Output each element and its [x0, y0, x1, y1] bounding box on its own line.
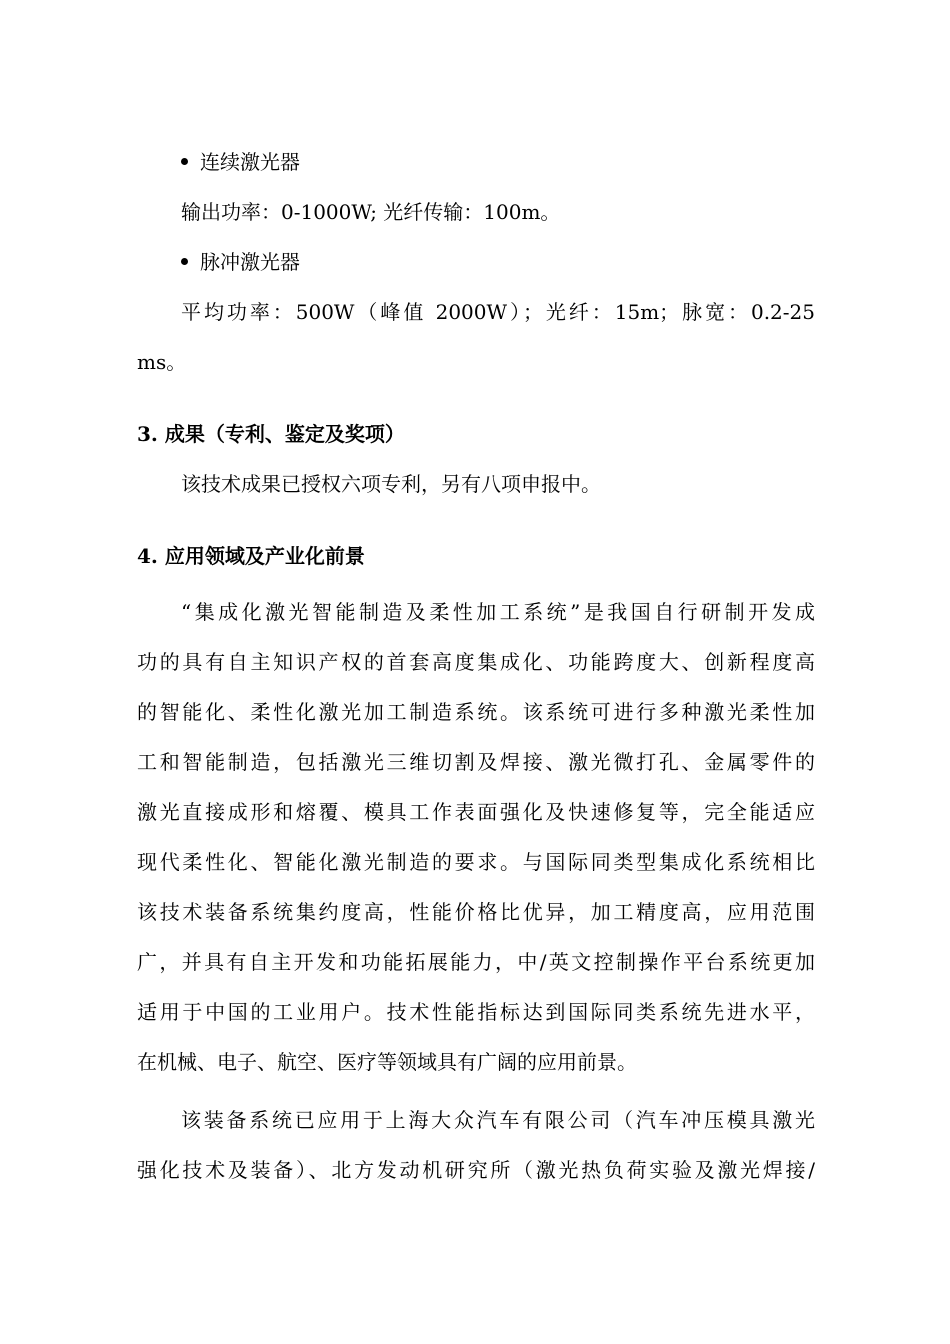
para1-line: 现代柔性化、智能化激光制造的要求。与国际同类型集成化系统相比: [137, 850, 815, 874]
para1-line: 适用于中国的工业用户。技术性能指标达到国际同类系统先进水平，: [137, 1000, 815, 1024]
section-4-heading: 4. 应用领域及产业化前景: [137, 544, 365, 568]
para1-line: 工和智能制造，包括激光三维切割及焊接、激光微打孔、金属零件的: [137, 750, 815, 774]
bullet-item-pulse-laser: [181, 248, 300, 276]
para1-line: 广，并具有自主开发和功能拓展能力，中/英文控制操作平台系统更加: [137, 950, 815, 974]
continuous-spec: 输出功率：0-1000W; 光纤传输：100m。: [181, 200, 561, 224]
para2-line: 强化技术及装备）、北方发动机研究所（激光热负荷实验及激光焊接/: [137, 1158, 815, 1182]
para1-line: 激光直接成形和熔覆、模具工作表面强化及快速修复等，完全能适应: [137, 800, 815, 824]
para1-line: 在机械、电子、航空、医疗等领域具有广阔的应用前景。: [137, 1050, 637, 1074]
bullet-dot-icon: [181, 258, 188, 265]
para1-line: 功的具有自主知识产权的首套高度集成化、功能跨度大、创新程度高: [137, 650, 815, 674]
pulse-spec-line-2: ms。: [137, 350, 187, 374]
para2-line: 该装备系统已应用于上海大众汽车有限公司（汽车冲压模具激光: [181, 1108, 815, 1132]
para1-line: “集成化激光智能制造及柔性加工系统”是我国自行研制开发成: [181, 600, 815, 624]
bullet-label: 连续激光器: [200, 150, 300, 174]
pulse-spec-line-1: 平均功率：500W（峰值 2000W）；光纤：15m；脉宽：0.2-25: [181, 300, 815, 324]
section-3-body: 该技术成果已授权六项专利，另有八项申报中。: [181, 472, 601, 496]
bullet-item-continuous-laser: [181, 148, 300, 176]
para1-line: 的智能化、柔性化激光加工制造系统。该系统可进行多种激光柔性加: [137, 700, 815, 724]
bullet-label: 脉冲激光器: [200, 250, 300, 274]
bullet-dot-icon: [181, 158, 188, 165]
section-3-heading: 3. 成果（专利、鉴定及奖项）: [137, 422, 405, 446]
para1-line: 该技术装备系统集约度高，性能价格比优异，加工精度高，应用范围: [137, 900, 815, 924]
